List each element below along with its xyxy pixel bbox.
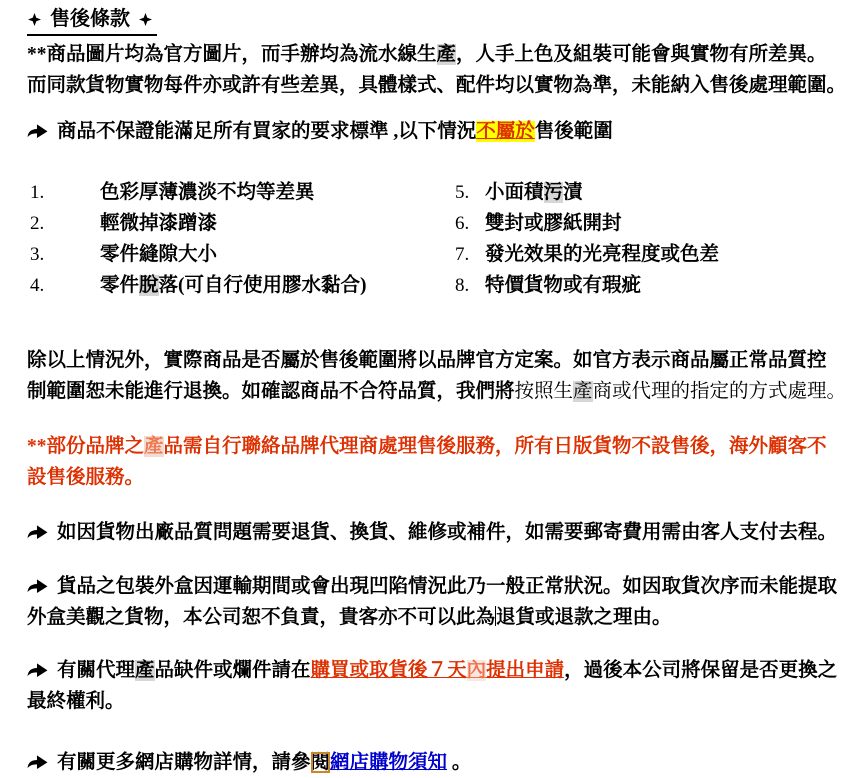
- text-run: 按照生: [514, 381, 574, 402]
- list-number: 2.: [30, 213, 45, 234]
- text-run: **商品圖片均為官方圖片，而手辦均為流水線生: [27, 44, 437, 65]
- curved-arrow-icon: [27, 578, 48, 594]
- text-run: 輕微掉漆蹭漆: [100, 213, 218, 234]
- seven-day-claim-emphasis: 購買或取貨後７天: [310, 660, 467, 681]
- text-run: 商或代理的指定的方式處理。: [592, 381, 847, 402]
- text-run: 品缺件或爛件請在: [154, 660, 311, 681]
- four-pointed-star-icon: [139, 13, 152, 26]
- intro-text: [27, 44, 846, 96]
- text-run: 設售後服務。: [27, 467, 145, 488]
- list-item-text: [485, 208, 854, 239]
- list-number: 4.: [30, 275, 45, 296]
- text-run: **部份品牌之: [27, 436, 145, 457]
- text-run: 。: [447, 752, 472, 773]
- not-covered-highlight: 不屬於: [476, 121, 535, 142]
- text-run: 雙封或膠紙開封: [485, 213, 622, 234]
- after-sales-terms-document: [27, 6, 854, 778]
- missing-parts-paragraph: [27, 655, 854, 717]
- text-run: 內: [466, 660, 487, 681]
- list-row: [27, 177, 854, 208]
- more-info-text: [57, 752, 471, 773]
- text-run: 制範圍恕未能進行退換。如確認商品不合符品質，我們將: [27, 381, 515, 402]
- text-run: 產: [135, 660, 155, 681]
- text-run: 售後範圍: [534, 121, 613, 142]
- more-info-paragraph: [27, 747, 854, 778]
- decision-paragraph: [27, 345, 854, 407]
- text-run: 貨品之包裝外盒因運輸期間或會出現凹陷情況此乃一般正常狀況。如因取貨次序而未能提取: [57, 576, 838, 597]
- warning-paragraph: [27, 116, 854, 147]
- list-item-text: [100, 208, 455, 239]
- factory-defect-paragraph: [27, 517, 854, 548]
- list-item-text: [485, 177, 854, 208]
- text-run: 退貨或退款之理由。: [496, 607, 672, 628]
- list-number: 1.: [30, 182, 45, 203]
- shop-notice-link[interactable]: 網店購物須知: [330, 752, 448, 773]
- page-title: [27, 6, 854, 36]
- text-run: 漬: [563, 182, 583, 203]
- list-item-text: [485, 270, 854, 301]
- brand-agent-red-paragraph: [27, 431, 854, 493]
- title-label: 售後條款: [50, 8, 130, 30]
- intro-paragraph: [27, 39, 854, 101]
- seven-day-claim-emphasis: 提出申請: [486, 660, 565, 681]
- text-run: 色彩厚薄濃淡不均等差異: [100, 182, 315, 203]
- text-run: 最終權利。: [27, 691, 125, 712]
- list-number: 5.: [455, 182, 470, 203]
- list-number: 6.: [455, 213, 470, 234]
- text-run: 外盒美觀之貨物，本公司恕不負責，貴客亦不可以此為: [27, 607, 496, 628]
- text-run: 有關更多網店購物詳情，請參: [57, 752, 311, 773]
- list-item-text: [100, 177, 455, 208]
- text-run: 除以上情況外，實際商品是否屬於售後範圍將以品牌官方定案。如官方表示商品屬正常品質控: [27, 350, 827, 371]
- packaging-text: [27, 576, 837, 628]
- curved-arrow-icon: [27, 123, 48, 139]
- decision-text: [27, 350, 846, 402]
- text-run: 有關代理: [57, 660, 136, 681]
- text-run: 發光效果的光亮程度或色差: [485, 244, 720, 265]
- text-run: ，過後本公司將保留是否更換之: [564, 660, 838, 681]
- curved-arrow-icon: [27, 524, 48, 540]
- ime-highlighted-char: 閱: [310, 752, 331, 773]
- list-item-text: [100, 239, 455, 270]
- text-run: ，人手上色及組裝可能會與實物有所差異。: [456, 44, 827, 65]
- text-run: 而同款貨物實物每件亦或許有些差異，具體樣式、配件均以實物為準，未能納入售後處理範圍。: [27, 75, 847, 96]
- page-title-text: [27, 6, 157, 36]
- text-run: 產: [144, 436, 164, 457]
- text-run: 品需自行聯絡品牌代理商處理售後服務，所有日版貨物不設售後，海外顧客不: [163, 436, 827, 457]
- factory-defect-text: [57, 522, 837, 543]
- packaging-paragraph: [27, 571, 854, 633]
- text-run: 如因貨物出廠品質問題需要退貨、換貨、維修或補件，如需要郵寄費用需由客人支付去程。: [57, 522, 838, 543]
- list-number: 3.: [30, 244, 45, 265]
- list-row: [27, 208, 854, 239]
- text-run: 商品不保證能滿足所有買家的要求標準 ,以下情況: [57, 121, 477, 142]
- list-item-text: [485, 239, 854, 270]
- text-run: 脫: [139, 275, 159, 296]
- text-run: 產: [573, 381, 593, 402]
- exclusion-list: [27, 177, 854, 301]
- text-run: 零件縫隙大小: [100, 244, 218, 265]
- missing-parts-text: [27, 660, 837, 712]
- text-run: 污: [543, 182, 564, 203]
- curved-arrow-icon: [27, 662, 48, 678]
- list-number: 8.: [455, 275, 470, 296]
- list-item-text: [100, 270, 455, 301]
- text-run: 小面積: [485, 182, 544, 203]
- brand-agent-text: [27, 436, 827, 488]
- list-number: 7.: [455, 244, 470, 265]
- warning-text: [57, 121, 613, 142]
- list-row: [27, 239, 854, 270]
- text-run: 特價貨物或有瑕疵: [485, 275, 642, 296]
- text-run: 產: [436, 44, 457, 65]
- text-run: 落(可自行使用膠水黏合): [158, 275, 367, 296]
- text-run: 零件: [100, 275, 140, 296]
- curved-arrow-icon: [27, 754, 48, 770]
- four-pointed-star-icon: [28, 13, 41, 26]
- list-row: [27, 270, 854, 301]
